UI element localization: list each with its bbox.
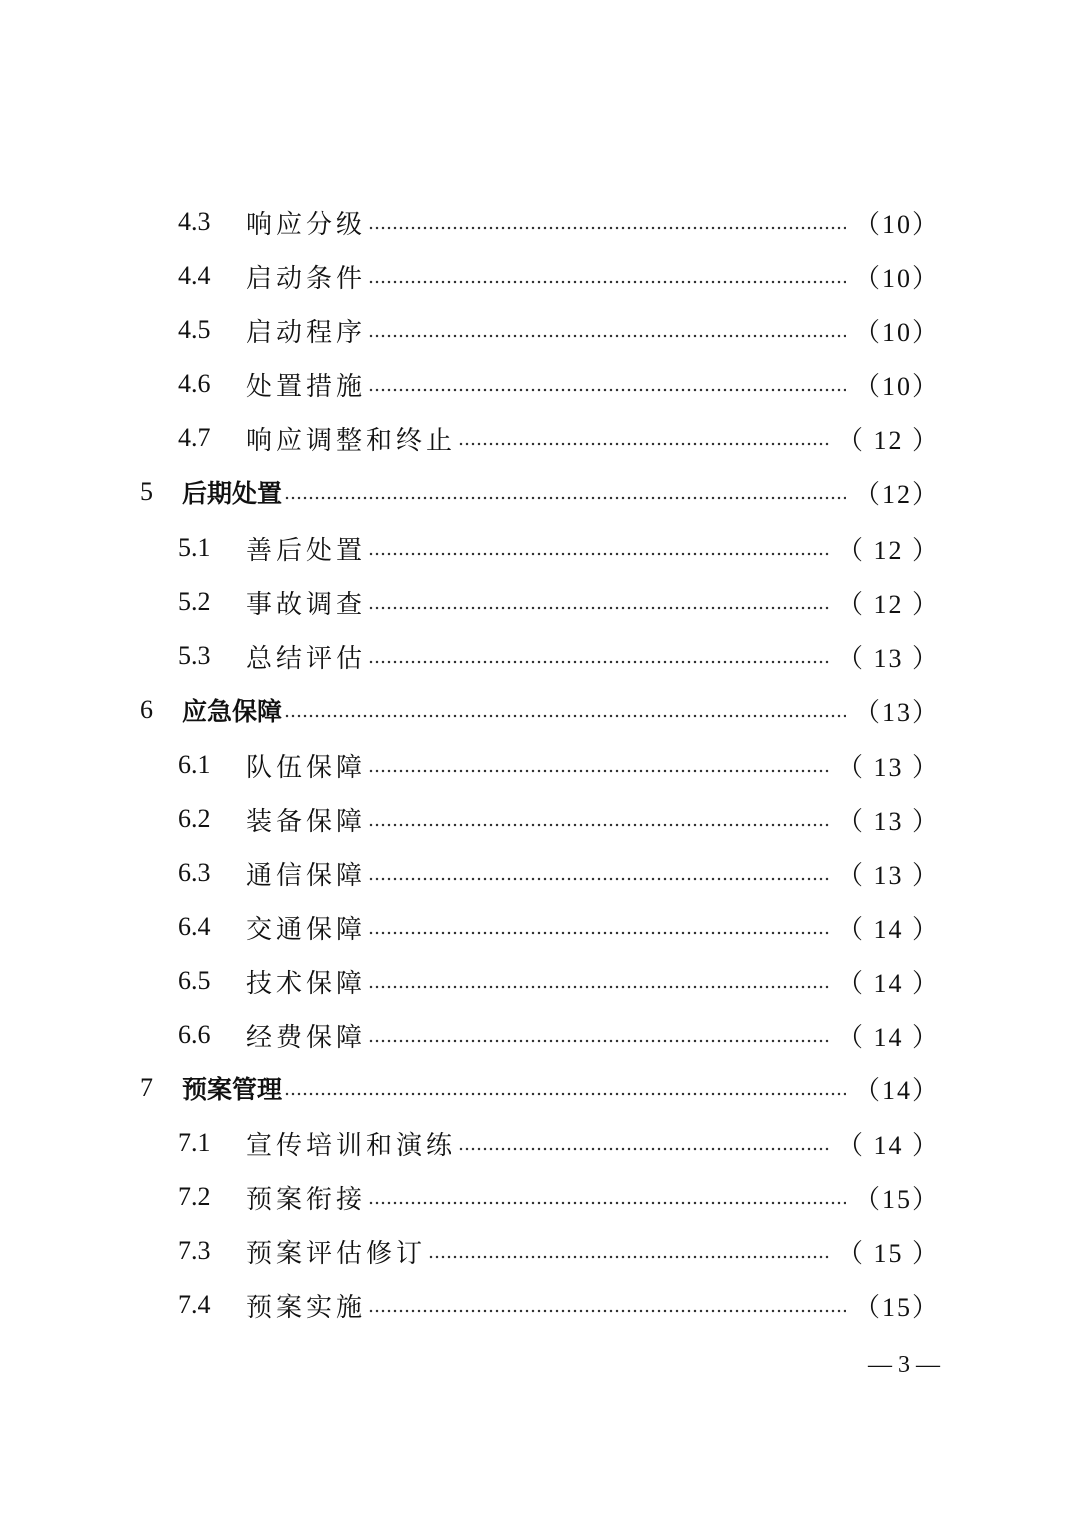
dot-leader	[368, 822, 829, 828]
toc-entry	[140, 636, 940, 676]
entry-page: （10）	[853, 317, 940, 347]
entry-title: 队伍保障	[246, 752, 367, 783]
chapter-number: 6	[140, 695, 153, 724]
dot-leader	[368, 333, 846, 339]
entry-title: 启动条件	[246, 263, 367, 294]
entry-title: 响应调整和终止	[246, 425, 457, 456]
entry-number: 6.6	[178, 1020, 211, 1049]
entry-page: （ 12 ）	[836, 589, 940, 619]
dot-leader	[368, 279, 846, 285]
entry-number: 4.5	[178, 315, 211, 344]
entry-number: 7.1	[178, 1128, 211, 1157]
entry-number: 6.2	[178, 804, 211, 833]
toc-entry	[140, 364, 940, 404]
dot-leader	[368, 605, 829, 611]
entry-page: （ 13 ）	[836, 860, 940, 890]
entry-title: 预案衔接	[246, 1184, 367, 1215]
entry-number: 5.2	[178, 587, 211, 616]
dot-leader	[368, 659, 829, 665]
toc-entry	[140, 961, 940, 1001]
entry-number: 4.6	[178, 369, 211, 398]
entry-number: 5.1	[178, 533, 211, 562]
toc-chapter	[140, 690, 940, 730]
dot-leader	[368, 1038, 829, 1044]
chapter-title: 预案管理	[182, 1075, 283, 1104]
toc-entry	[140, 582, 940, 622]
entry-page: （ 14 ）	[836, 1130, 940, 1160]
dot-leader	[284, 713, 846, 719]
toc-entry	[140, 1231, 940, 1271]
toc-entry	[140, 310, 940, 350]
entry-title: 响应分级	[246, 209, 367, 240]
toc-entry	[140, 853, 940, 893]
dot-leader	[368, 1200, 846, 1206]
toc-entry	[140, 256, 940, 296]
toc-entry	[140, 745, 940, 785]
toc-chapter	[140, 1068, 940, 1108]
entry-page: （ 13 ）	[836, 643, 940, 673]
entry-page: （ 13 ）	[836, 752, 940, 782]
chapter-page: （14）	[853, 1075, 940, 1105]
toc-entry	[140, 1285, 940, 1325]
entry-title: 善后处置	[246, 535, 367, 566]
chapter-title: 应急保障	[182, 697, 283, 726]
entry-number: 4.4	[178, 261, 211, 290]
entry-page: （ 12 ）	[836, 535, 940, 565]
toc-entry	[140, 418, 940, 458]
entry-page: （ 15 ）	[836, 1238, 940, 1268]
toc-chapter	[140, 472, 940, 512]
toc-entry	[140, 1123, 940, 1163]
dot-leader	[368, 551, 829, 557]
entry-number: 6.5	[178, 966, 211, 995]
entry-number: 7.2	[178, 1182, 211, 1211]
entry-page: （15）	[853, 1184, 940, 1214]
entry-number: 6.3	[178, 858, 211, 887]
entry-page: （ 14 ）	[836, 914, 940, 944]
entry-title: 事故调查	[246, 589, 367, 620]
entry-page: （10）	[853, 371, 940, 401]
entry-title: 预案实施	[246, 1292, 367, 1323]
entry-title: 经费保障	[246, 1022, 367, 1053]
entry-title: 通信保障	[246, 860, 367, 891]
dot-leader	[284, 495, 846, 501]
chapter-number: 5	[140, 477, 153, 506]
entry-number: 7.4	[178, 1290, 211, 1319]
dot-leader	[368, 1308, 846, 1314]
entry-page: （ 13 ）	[836, 806, 940, 836]
entry-title: 总结评估	[246, 643, 367, 674]
entry-title: 宣传培训和演练	[246, 1130, 457, 1161]
dot-leader	[284, 1091, 846, 1097]
dot-leader	[428, 1254, 829, 1260]
entry-page: （10）	[853, 263, 940, 293]
entry-number: 4.3	[178, 207, 211, 236]
entry-page: （ 12 ）	[836, 425, 940, 455]
entry-number: 6.4	[178, 912, 211, 941]
entry-title: 装备保障	[246, 806, 367, 837]
dot-leader	[368, 876, 829, 882]
entry-page: （ 14 ）	[836, 1022, 940, 1052]
entry-title: 交通保障	[246, 914, 367, 945]
toc-entry	[140, 799, 940, 839]
entry-title: 处置措施	[246, 371, 367, 402]
entry-page: （15）	[853, 1292, 940, 1322]
dot-leader	[368, 225, 846, 231]
toc-entry	[140, 1015, 940, 1055]
entry-number: 7.3	[178, 1236, 211, 1265]
chapter-page: （13）	[853, 697, 940, 727]
chapter-page: （12）	[853, 479, 940, 509]
toc-entry	[140, 907, 940, 947]
entry-title: 启动程序	[246, 317, 367, 348]
page-number: — 3 —	[868, 1352, 940, 1378]
entry-title: 预案评估修订	[246, 1238, 427, 1269]
chapter-title: 后期处置	[182, 479, 283, 508]
entry-number: 5.3	[178, 641, 211, 670]
entry-number: 4.7	[178, 423, 211, 452]
dot-leader	[458, 1146, 829, 1152]
toc-entry	[140, 528, 940, 568]
entry-page: （ 14 ）	[836, 968, 940, 998]
dot-leader	[368, 930, 829, 936]
dot-leader	[368, 768, 829, 774]
toc-entry	[140, 202, 940, 242]
dot-leader	[368, 387, 846, 393]
chapter-number: 7	[140, 1073, 153, 1102]
entry-title: 技术保障	[246, 968, 367, 999]
dot-leader	[458, 441, 829, 447]
entry-page: （10）	[853, 209, 940, 239]
dot-leader	[368, 984, 829, 990]
toc-entry	[140, 1177, 940, 1217]
entry-number: 6.1	[178, 750, 211, 779]
